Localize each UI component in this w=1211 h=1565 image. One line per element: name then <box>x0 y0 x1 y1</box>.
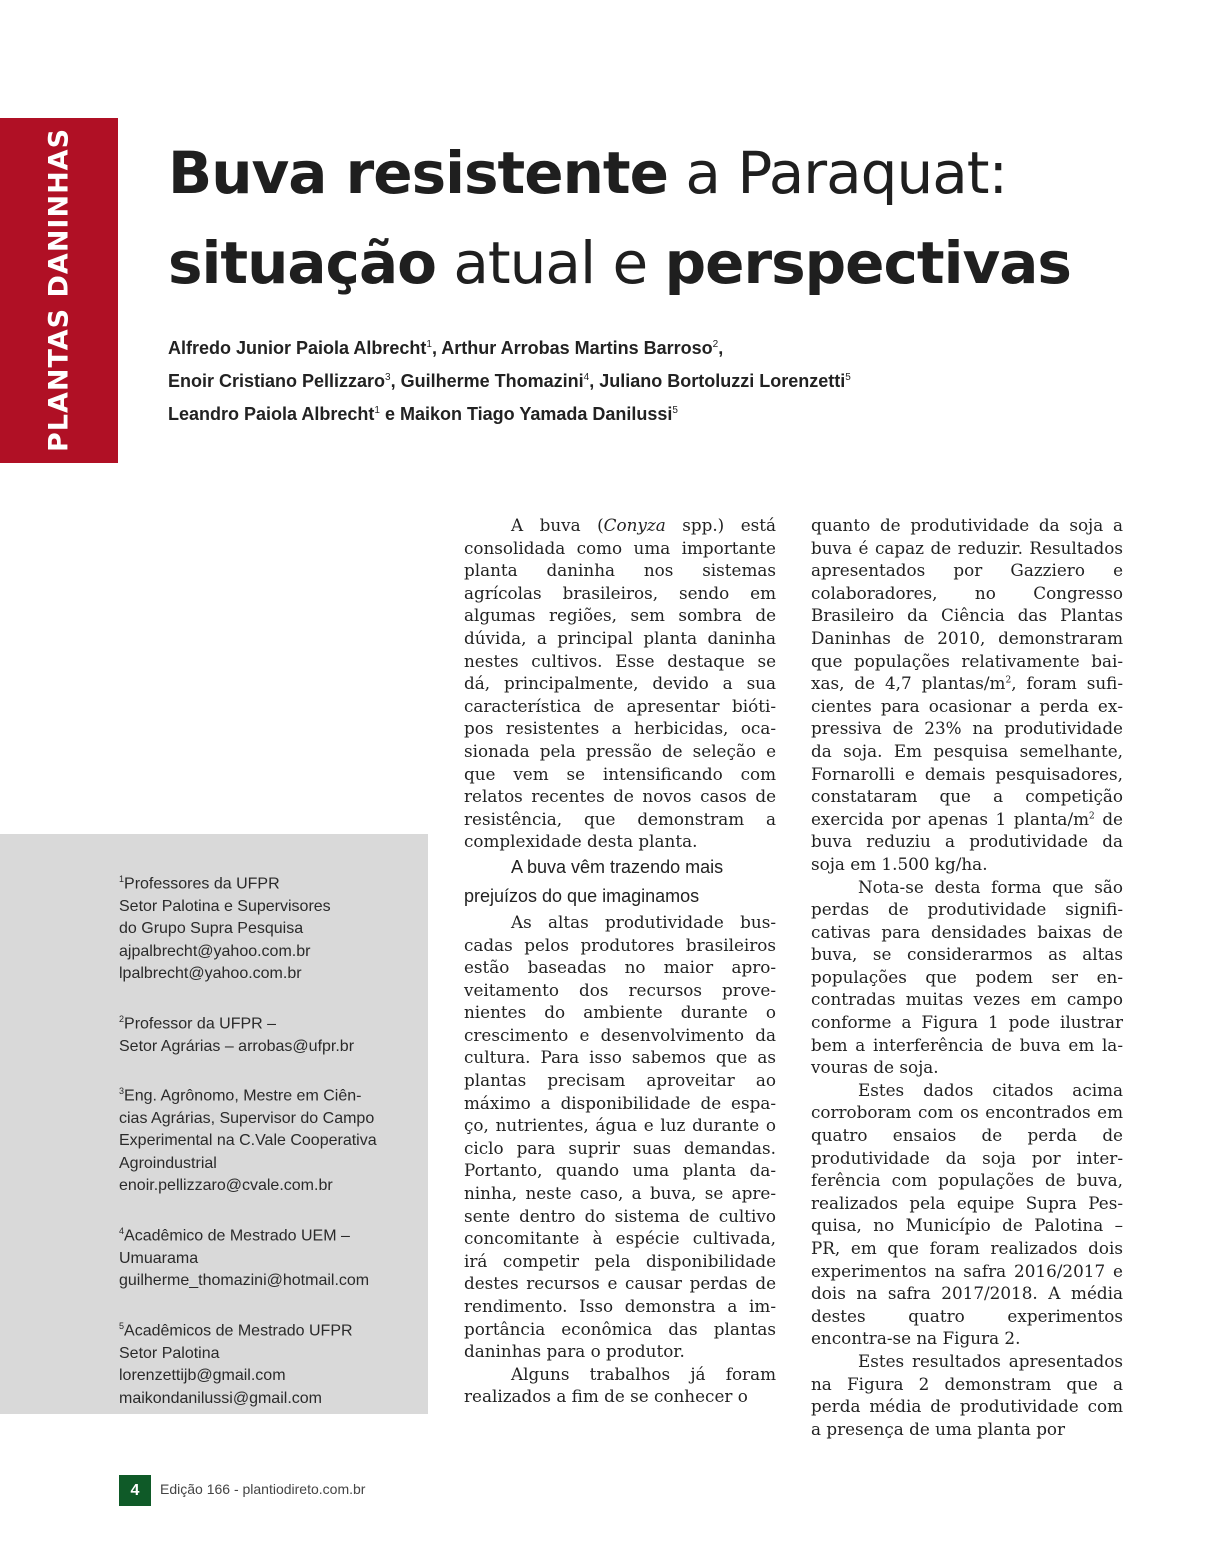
paragraph-3: Alguns trabalhos já foram realizados a fim de se conhecer o <box>464 1363 776 1407</box>
affiliation-2: $^2$Professor da UFPR – Setor Agrárias – arrobas@ufpr.br <box>119 1013 355 1055</box>
affiliations <box>119 868 419 1432</box>
affiliation-5: $^5$Acadêmicos de Mestrado UFPR Setor Palotina lorenzettijb@gmail.com maikondanilussi@gmail.com <box>119 1320 353 1407</box>
affiliation-1: $^1$Professores da UFPR Setor Palotina e Supervisores do Grupo Supra Pesquisa ajpalbrecht@yahoo.com.br lpalbrecht@yahoo.com.br <box>119 874 331 983</box>
body-column-1 <box>464 514 776 1408</box>
affiliation-3: $^3$Eng. Agrônomo, Mestre em Ciên- cias Agrárias, Supervisor do Campo Experimental na C.Vale Cooperativa Agroindustrial enoir.pellizzaro@cvale.com.br <box>119 1086 377 1195</box>
paragraph-7: Estes resultados apresentados na Figura 2 demonstram que a perda média de produtividade com a presença de uma planta por <box>811 1350 1123 1439</box>
paragraph-4: quanto de produtividade da soja a buva é capaz de reduzir. Resultados apresentados por Gazziero e colaboradores, no Congresso Brasileiro da Ciência das Plantas Daninhas de 2010, demonstraram que populações relativamente baixas, de 4,7 plantas/$m^2$, foram suficientes para ocasionar a perda expressiva de 23% na produtividade da soja. Em pesquisa semelhante, Fornarolli e demais pesquisadores, constataram que a competição exercida por apenas 1 planta/$m^2$ de buva reduziu a produtividade da soja em 1.500 kg/ha. <box>811 515 1123 874</box>
affiliation-4: $^4$Acadêmico de Mestrado UEM – Umuarama guilherme_thomazini@hotmail.com <box>119 1225 370 1290</box>
body-column-2 <box>811 514 1123 1440</box>
paragraph-6: Estes dados citados acima corroboram com os encontrados em quatro ensaios de perda de produtividade da soja por interferência com populações de buva, realizados pela equipe Supra Pesquisa, no Município de Palotina – PR, em que foram realizados dois experimentos na safra 2016/2017 e dois na safra 2017/2018. A média destes quatro experimentos encontra-se na Figura 2. <box>811 1079 1123 1349</box>
paragraph-intro: A buva (Conyza spp.) está consolidada como uma importante planta daninha nos sistemas agrícolas brasileiros, sendo em algumas regiões, sem sombra de dúvida, a principal planta daninha nestes cultivos. Esse destaque se dá, principalmente, devido a sua característica de apresentar biótipos resistentes a herbicidas, ocasionada pela pressão de seleção e que vem se intensificando com relatos recentes de novos casos de resistência, que demonstram a complexidade desta planta. <box>464 515 776 852</box>
author-list: Alfredo Junior Paiola Albrecht$^1$, Arthur Arrobas Martins Barroso$^2$, Enoir Cristiano Pellizzaro$^3$, Guilherme Thomazini$^4$, Juliano Bortoluzzi Lorenzetti$^5$ Leandro Paiola Albrecht$^1$ e Maikon Tiago Yamada Danilussi$^5$ <box>168 338 851 424</box>
section-tab <box>0 118 118 463</box>
paragraph-5: Nota-se desta forma que são perdas de produtividade significativas para densidades baixas de buva, se considerarmos as altas populações que podem ser encontradas muitas vezes em campo conforme a Figura 1 pode ilustrar bem a interferência de buva em lavouras de soja. <box>811 876 1123 1078</box>
article-title: Buva resistente a Paraquat: situação atual e perspectivas <box>168 139 1071 297</box>
paragraph-2: As altas produtividade buscadas pelos produtores brasileiros estão baseadas no maior aproveitamento dos recursos provenientes do ambiente durante o crescimento e desenvolvimento da cultura. Para isso sabemos que as plantas precisam aproveitar ao máximo a disponibilidade de espaço, nutrientes, água e luz durante o ciclo para suprir suas demandas. Portanto, quando uma planta daninha, neste caso, a buva, se apresente dentro do sistema de cultivo concomitante à espécie cultivada, irá competir pela disponibilidade destes recursos e causar perdas de rendimento. Isso demonstra a importância econômica das plantas daninhas para o produtor. <box>464 911 776 1362</box>
section-subheading: A buva vêm trazendo mais prejuízos do que imaginamos <box>464 856 724 906</box>
page-number: 4 <box>119 1475 151 1506</box>
section-label: PLANTAS DANINHAS <box>43 127 75 453</box>
footer-edition: Edição 166 - plantiodireto.com.br <box>160 1481 366 1497</box>
